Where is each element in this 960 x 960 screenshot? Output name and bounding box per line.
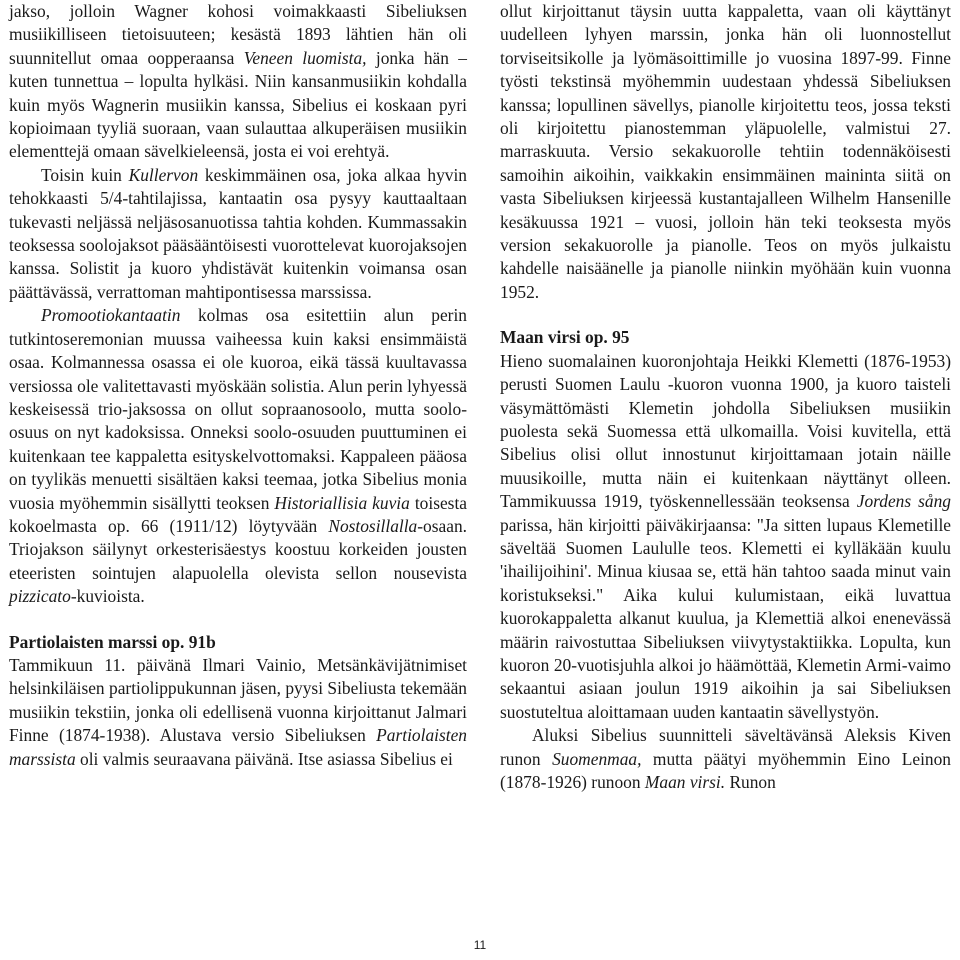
text-run: parissa, hän kirjoitti päiväkirjaansa: "Ja sitten lupaus Klemetille säveltää Suomen Laululle teos. Klemetti ei kylläkään kuulu 'ihailijoihini'. Minua kiusaa se, että hän tahtoo saada minut vain koristukseksi." Aika kului kulumistaan, eikä luvattua kuorokappaletta alkanut kuulua, ja Klemettiä alkoi enenevässä määrin raivostuttaa Sibeliuksen viivytystaktiikka. Lopulta, kun kuoron 20-vuotisjuhla alkoi jo häämöttää, Klemetin Armi-vaimo sekaantui asiaan joulun 1919 aikoihin ja sai Sibeliuksen suostuteltua aloittamaan uuden kantaatin sävellystyön. [500, 514, 951, 722]
italic-title: Maan virsi. [644, 772, 726, 792]
paragraph-partiolaisten-marssi [9, 654, 467, 771]
paragraph-promootiokantaatti [9, 304, 467, 608]
italic-term: pizzicato [9, 586, 71, 607]
page-number: 11 [473, 938, 487, 952]
text-run: mutta päätyi myöhemmin Eino Leinon (1878-1926) runoon [500, 748, 952, 792]
text-run: Toisin kuin [41, 164, 129, 185]
text-run: -osaan. Triojakson säilynyt orkesterisäestys koostuu korkeiden jousten eteeristen sointujen alapuolella olevista sellon nousevista [9, 515, 467, 583]
text-run: oli valmis seuraavana päivänä. Itse asiassa Sibelius ei [75, 748, 453, 769]
text-run: Aluksi Sibelius suunnitteli säveltävänsä Aleksis Kiven runon [500, 725, 951, 769]
text-run: kolmas osa esitettiin alun perin tutkintoseremonian muussa vaiheessa kuin kaksi ensimmäistä osaa. Kolmannessa osassa ei ole kuoroa, eikä tässä kuultavassa versiossa ole valitettavasti myöskään solistia. Alun perin lyhyessä keskeisessä trio-jaksossa on ollut sopraanosoolo, mutta soolo-osuus on nyt kadoksissa. Onneksi soolo-osuuden puuttuminen ei kuitenkaan tee kappaletta esityskelvottomaksi. Kappaleen pääosa on tyylikäs menuetti sisältäen kaksi teemaa, jotka Sibelius monia vuosia myöhemmin sisällytti teoksen [9, 305, 467, 513]
italic-title: Promootiokantaatin [41, 305, 181, 326]
italic-title: Jordens sång [856, 491, 951, 512]
text-run: jonka hän – kuten tunnettua – lopulta hylkäsi. Niin kansanmusiikin kohdalla kuin myös Wagnerin musiikin kanssa, Sibelius ei koskaan pyri kopioimaan tyyliä suoraan, vaan sulauttaa alkuperäisen musiikin elementtejä omaan sävelkieleensä, josta ei voi erehtyä. [9, 47, 467, 162]
section-heading-partiolaisten-marssi: Partiolaisten marssi op. 91b [9, 631, 216, 652]
text-run: Hieno suomalainen kuoronjohtaja Heikki Klemetti (1876-1953) perusti Suomen Laulu -kuoron vuonna 1900, ja kuoro taisteli väsymättömästi Klemetin johdolla Sibeliuksen musiikin puolesta sekä Suomessa että ulkomailla. Voisi kuvitella, että Sibelius olisi ollut innostunut kirjoittamaan jotain näille muusikoille, mutta näin ei kuitenkaan näyttänyt olleen. Tammikuussa 1919, työskennellessään teoksensa [500, 350, 951, 512]
italic-title: Kullervon [128, 164, 199, 185]
paragraph-aluksi [500, 724, 951, 794]
text-run: keskimmäinen osa, joka alkaa hyvin tehokkaasti 5/4-tahtilajissa, kantaatin osa pysyy kauttaaltaan tukevasti neljässä neljäsosanuotissa tahtia kohden. Kummassakin teoksessa soolojaksot pääsääntöisesti vuorottelevat kuorojaksojen kanssa. Solistit ja kuoro yhdistävät kuitenkin voimansa osan päättävässä, verrattoman mahtipontisessa marssissa. [9, 164, 467, 302]
italic-title: Veneen luomista, [243, 47, 367, 68]
text-run: -kuvioista. [70, 586, 145, 607]
paragraph-partiolaisten-continued: ollut kirjoittanut täysin uutta kappaletta, vaan oli käyttänyt uudelleen lyhyen marssin, jonka hän oli luonnostellut torviseitsikolle ja lyömäsoittimille jo vuosina 1897-99. Finne työsti tekstinsä myöhemmin uudestaan yhdessä Sibeliuksen kanssa; lopullinen sävellys, pianolle kirjoitettu teos, jossa teksti oli kirjoitettu pianostemman yläpuolelle, valmistui 27. marraskuuta. Versio sekakuorolle tehtiin todennäköisesti samoihin aikoihin, vaikkakin ensimmäinen maininta siitä on vasta Sibeliuksen kirjeessä kustantajalleen Wilhelm Hansenille kesäkuussa 1921 – vuosi, jolloin hän teki teoksesta myös version sekakuorolle ja pianolle. Teos on myös julkaistu kahdelle naisäänelle ja pianolle niinkin myöhään kuin vuonna 1952. [500, 1, 951, 302]
italic-title: Nostosillalla [328, 515, 418, 536]
italic-title: Historiallisia kuvia [274, 492, 410, 513]
section-heading-maan-virsi: Maan virsi op. 95 [500, 327, 630, 348]
left-column [9, 0, 467, 771]
paragraph-wagner [9, 0, 467, 164]
right-column [500, 0, 951, 794]
italic-title: Partiolaisten marssista [9, 725, 467, 769]
paragraph-klemetti [500, 350, 951, 725]
text-run: jakso, jolloin Wagner kohosi voimakkaasti Sibeliuksen musiikilliseen tietoisuuteen; kesästä 1893 lähtien hän oli suunnitellut omaa oopperaansa [9, 1, 467, 68]
text-run: Tammikuun 11. päivänä Ilmari Vainio, Metsänkävijätnimiset helsinkiläisen partiolippukunnan jäsen, pyysi Sibeliusta tekemään musiikin tekstiin, jonka oli edellisenä vuonna kirjoittanut Jalmari Finne (1874-1938). Alustava versio Sibeliuksen [9, 654, 467, 746]
text-run: toisesta kokoelmasta op. 66 (1911/12) löytyvään [9, 492, 467, 536]
paragraph-kullervo [9, 164, 467, 304]
italic-title: Suomenmaa, [552, 748, 642, 769]
text-run: Runon [725, 772, 776, 792]
